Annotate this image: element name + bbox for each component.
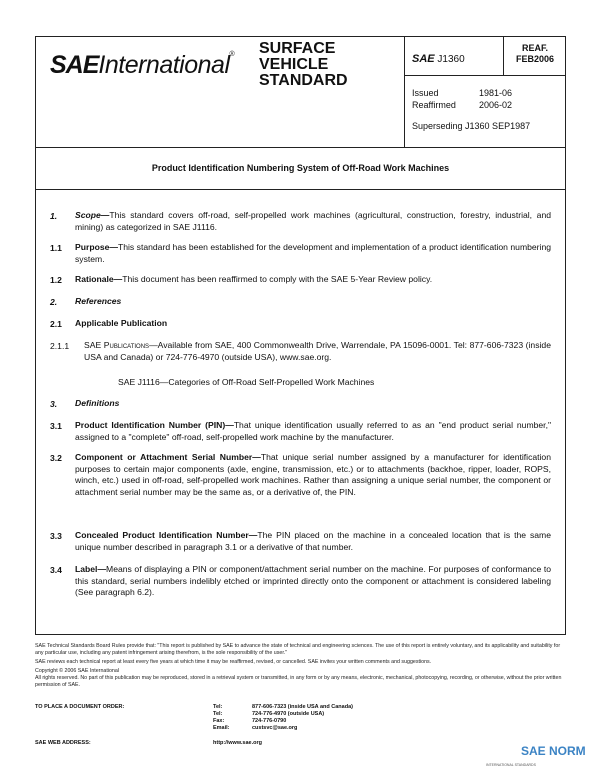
section-heading: Label— xyxy=(75,564,107,574)
section-purpose xyxy=(75,242,551,265)
sae-norm-logo xyxy=(486,741,586,771)
divider xyxy=(503,37,504,75)
web-link[interactable]: http://www.sae.org xyxy=(213,740,262,746)
section-label xyxy=(75,564,551,599)
document-title: Product Identification Numbering System of Off-Road Work Machines xyxy=(36,147,565,190)
document-frame xyxy=(35,36,566,635)
web-label: SAE WEB ADDRESS: xyxy=(35,740,91,746)
footer-rights: All rights reserved. No part of this publication may be reproduced, stored in a retrieval system or transmitted, in any form or by any means, electronic, mechanical, photocopying, recording, or otherwise, without the prior written permission of SAE. xyxy=(35,675,562,688)
section-heading: Concealed Product Identification Number— xyxy=(75,530,258,540)
tel-value: 724-776-4970 (outside USA) xyxy=(252,711,325,717)
contact-labels xyxy=(213,704,230,732)
tel-label: Tel: xyxy=(213,704,223,710)
footer-rules: SAE Technical Standards Board Rules provide that: "This report is published by SAE to advance the state of technical and engineering sciences. The use of this report is entirely voluntary, and its applicability and suitability for any particular use, including any patent infringement arising therefrom, is the sole responsibility of the user." xyxy=(35,643,561,656)
doc-sae-mark: SAE xyxy=(412,53,435,65)
section-number: 3.1 xyxy=(50,421,62,431)
section-text: The PIN placed on the machine in a concealed location that is the same unique number described in paragraph 3.1 or a derivative of that number. xyxy=(75,530,551,552)
issued-value: 1981-06 xyxy=(479,88,513,98)
title-line-3: STANDARD xyxy=(259,72,348,89)
section-text: That unique serial number assigned by a manufacturer for identification purposes to certain major components (axle, engine, transmission, etc.) or to attachments (backhoe, ripper, loader, ROPS, winch, etc.) used in off-road, self-propelled work machines. Rather than assigning a unique serial number, the component or attachment serial number may be the same as, or a derivative of, the PIN. xyxy=(75,452,551,497)
logo-sae-text: SAE xyxy=(50,51,99,79)
status-line-2: FEB2006 xyxy=(515,54,555,64)
section-number: 2. xyxy=(50,297,58,307)
divider xyxy=(404,37,405,147)
section-heading: Rationale— xyxy=(75,274,123,284)
title-line-1: SURFACE xyxy=(259,40,336,57)
section-heading: Component or Attachment Serial Number— xyxy=(75,452,261,462)
issue-dates xyxy=(412,87,512,111)
section-number: 1. xyxy=(50,211,58,221)
tel-value: 877-606-7323 (inside USA and Canada) xyxy=(252,704,353,710)
email-link[interactable]: custsvc@sae.org xyxy=(252,725,298,731)
status-badge xyxy=(507,43,563,65)
section-heading: Scope— xyxy=(75,210,110,220)
superseding-note: Superseding J1360 SEP1987 xyxy=(412,121,531,131)
section-heading: Applicable Publication xyxy=(75,318,168,328)
brand-norm-text: SAE NORM xyxy=(521,744,586,758)
tel-label: Tel: xyxy=(213,711,223,717)
section-concealed-pin xyxy=(75,530,551,553)
section-component-serial xyxy=(75,452,551,498)
standard-type-title xyxy=(259,41,348,89)
section-text: This document has been reaffirmed to comply with the SAE 5-Year Review policy. xyxy=(122,274,433,284)
reaffirmed-label: Reaffirmed xyxy=(412,100,456,110)
section-number: 3.3 xyxy=(50,531,62,541)
section-text: This standard covers off-road, self-propelled work machines (agricultural, construction, forestry, industrial, and mining) as categorized in SAE J1116. xyxy=(75,210,551,232)
email-label: Email: xyxy=(213,725,230,731)
section-number: 3.4 xyxy=(50,565,62,575)
section-heading: SAE Publications xyxy=(84,340,150,350)
section-sae-publications xyxy=(84,340,551,363)
logo-trademark: ® xyxy=(229,51,235,58)
reaffirmed-value: 2006-02 xyxy=(479,100,513,110)
section-heading: Definitions xyxy=(75,398,120,408)
section-number: 1.1 xyxy=(50,243,62,253)
section-number: 2.1.1 xyxy=(50,341,70,351)
fax-value: 724-776-0790 xyxy=(252,718,287,724)
section-heading: References xyxy=(75,296,122,306)
section-text: This standard has been established for the development and implementation of a product identification numbering system. xyxy=(75,242,551,264)
section-number: 3.2 xyxy=(50,453,62,463)
status-line-1: REAF. xyxy=(521,43,548,53)
doc-number-text: J1360 xyxy=(437,54,465,65)
document-number xyxy=(412,53,465,65)
footer-notices xyxy=(35,643,566,689)
section-rationale xyxy=(75,274,551,286)
divider xyxy=(404,75,565,76)
section-text: Means of displaying a PIN or component/attachment serial number on the machine. For purposes of conformance to this standard, serial numbers indelibly etched or imprinted directly onto the component or attachment is considered labeling (See paragraph 6.2). xyxy=(75,564,551,597)
section-text: —Available from SAE, 400 Commonwealth Drive, Warrendale, PA 15096-0001. Tel: 877-606-7323 (inside USA and Canada) or 724-776-4970 (outside USA), www.sae.org. xyxy=(84,340,551,362)
issued-label: Issued xyxy=(412,88,439,98)
section-number: 3. xyxy=(50,399,58,409)
order-label: TO PLACE A DOCUMENT ORDER: xyxy=(35,704,125,710)
sae-international-logo xyxy=(50,51,234,80)
logo-international-text: International xyxy=(98,51,230,79)
section-heading: Product Identification Number (PIN)— xyxy=(75,420,234,430)
footer-review: SAE reviews each technical report at least every five years at which time it may be reaffirmed, revised, or cancelled. SAE invites your written comments and suggestions. xyxy=(35,659,432,665)
header-block xyxy=(36,37,565,148)
section-text: That unique identification usually referred to as an "end product serial number," assigned to a "complete" off-road, self-propelled work machine by the manufacturer. xyxy=(75,420,552,442)
fax-label: Fax: xyxy=(213,718,225,724)
brand-subtitle: INTERNATIONAL STANDARDS xyxy=(486,763,536,767)
section-scope xyxy=(75,210,551,233)
contact-values xyxy=(252,704,353,732)
footer-copyright: Copyright © 2006 SAE International xyxy=(35,668,119,674)
title-line-2: VEHICLE xyxy=(259,56,329,73)
section-heading: Purpose— xyxy=(75,242,118,252)
section-number: 1.2 xyxy=(50,275,62,285)
section-pin xyxy=(75,420,551,443)
section-number: 2.1 xyxy=(50,319,62,329)
reference-item: SAE J1116—Categories of Off-Road Self-Propelled Work Machines xyxy=(118,377,375,387)
